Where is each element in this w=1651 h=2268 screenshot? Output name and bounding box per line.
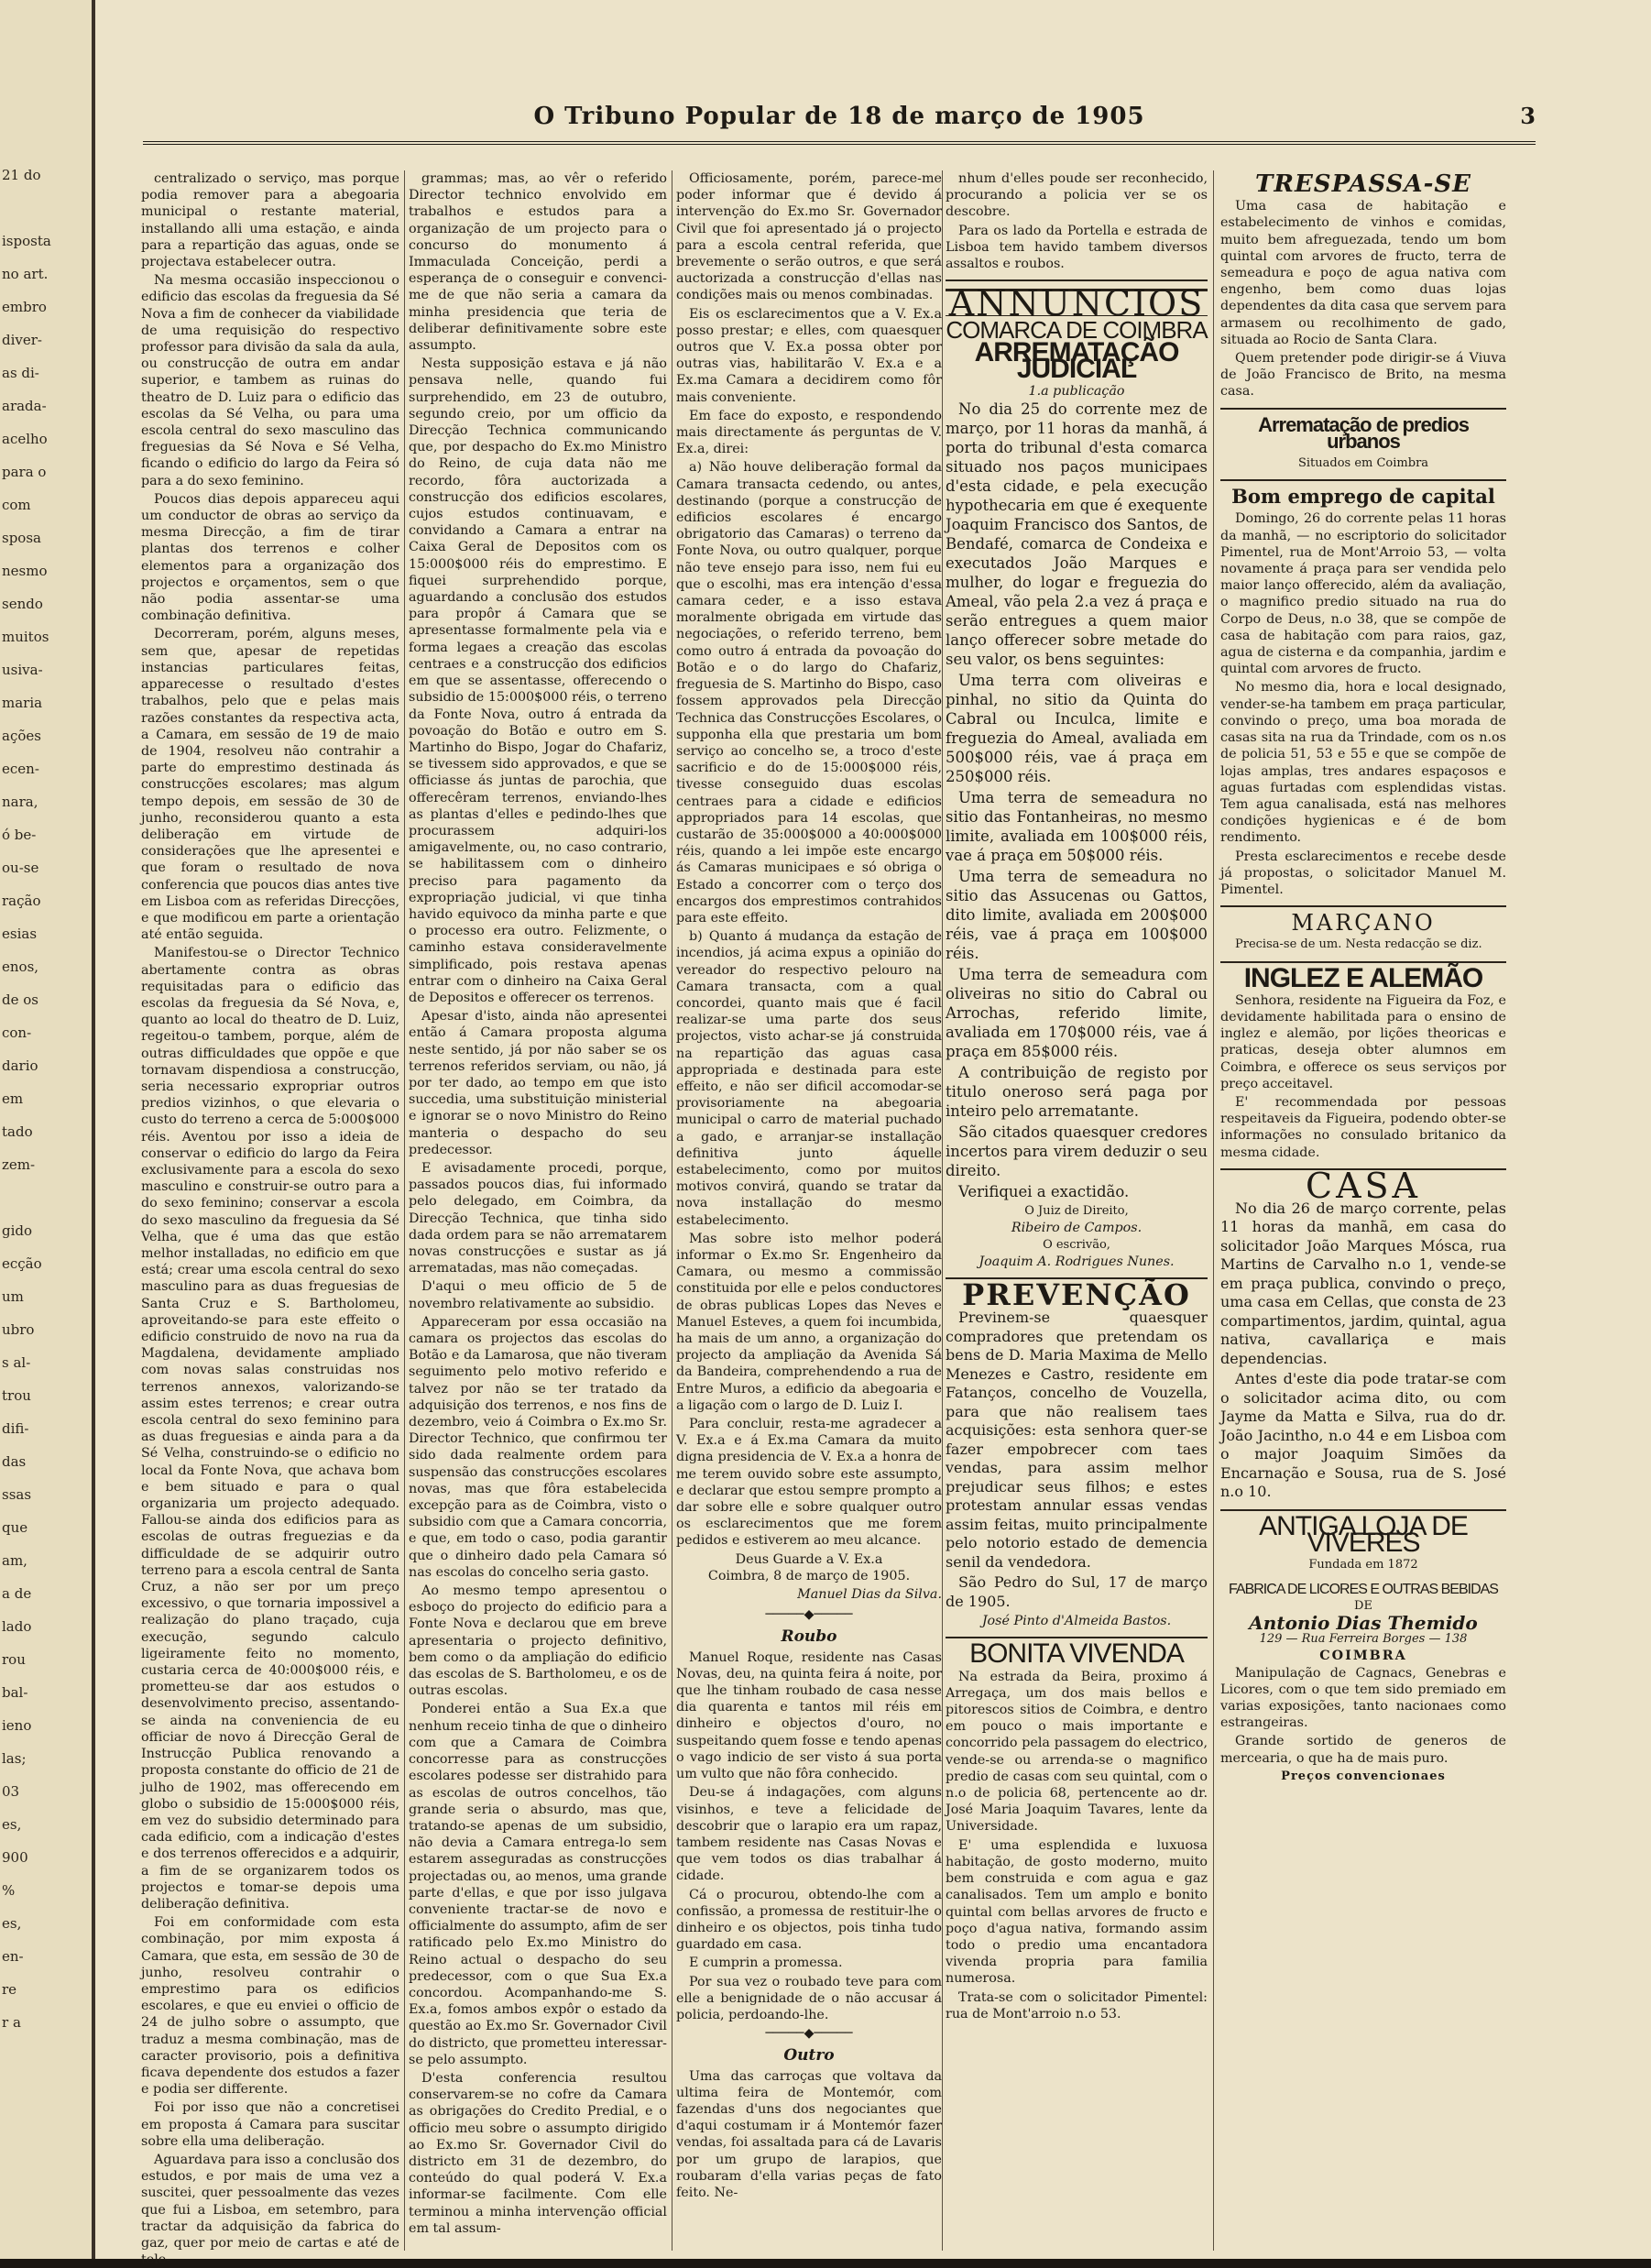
paragraph: Manuel Roque, residente nas Casas Novas, deu, na quinta feira á noite, por que lhe tinham roubado de casa nesse dia quarenta e tantos mil réis em dinheiro e objectos d'ouro, no suspeitando quem fosse e tendo apenas o vago indicio de ser visto á sua porta um vulto que não fôra conhecido. bbox=[676, 1649, 942, 1782]
juiz-name: Ribeiro de Campos. bbox=[1011, 1221, 1143, 1236]
newspaper-page bbox=[95, 0, 1651, 2268]
paragraph: grammas; mas, ao vêr o referido Director technico envolvido em trabalhos e estudos para a organização de um projecto para o concurso do monumento á Immaculada Conceição, perdi a esperança de o conseguir e convenci-me de que não seria a camara da minha presidencia que teria de deliberar definitivamente sobre este assumpto. bbox=[409, 171, 667, 354]
section-heading: Roubo bbox=[781, 1627, 837, 1647]
paragraph: Poucos dias depois appareceu aqui um conductor de obras ao serviço da mesma Direcção, a fim de tirar plantas dos terrenos e colher elementos para a organização dos projectos e orçamentos, sem o que não podia assentar-se uma combinação definitiva. bbox=[141, 491, 399, 624]
spine-fragment: esias bbox=[2, 926, 38, 942]
paragraph: Aguardava para isso a conclusão dos estudos, e por mais de uma vez a suscitei, quer pessoalmente das vezes que fui a Lisboa, em setembro, para tractar da adquisição da fabrica do gaz, quer por meio de cartas e até de tele- bbox=[141, 2152, 399, 2268]
column-divider bbox=[404, 170, 405, 2251]
predios-subheading: Situados em Coimbra bbox=[1297, 456, 1429, 471]
spine-fragment: que bbox=[2, 1519, 28, 1536]
predios-heading: Arrematação de predios urbanos bbox=[1258, 412, 1469, 453]
spine-fragment: nesmo bbox=[2, 563, 48, 579]
spine-fragment: ração bbox=[2, 893, 41, 909]
trespassa-heading: TRESPASSA-SE bbox=[1255, 170, 1471, 198]
spine-fragment: re bbox=[2, 1981, 17, 1998]
spine-fragment: usiva- bbox=[2, 662, 43, 678]
arrematacao-paragraph: Verifiquei a exactidão. bbox=[958, 1183, 1130, 1201]
city-label: COIMBRA bbox=[1319, 1649, 1407, 1664]
inglez-paragraph: Senhora, residente na Figueira da Foz, e devidamente habilitada para o ensino de inglez e alemão, por lições theoricas e praticas, deseja obter alumnos em Coimbra, e offerece os seus serviços por preço acceitavel. bbox=[1220, 992, 1506, 1091]
spine-fragment: ou-se bbox=[2, 860, 39, 876]
fundada-label: Fundada em 1872 bbox=[1308, 1558, 1418, 1572]
inglez-paragraph: E' recommendada por pessoas respeitaveis da Figueira, podendo obter-se informações no consulado britanico da mesma cidade. bbox=[1220, 1094, 1506, 1160]
spine-fragment: a de bbox=[2, 1585, 32, 1602]
prevencao-paragraph: São Pedro do Sul, 17 de março de 1905. bbox=[946, 1573, 1208, 1610]
paragraph: Por sua vez o roubado teve para com elle a benignidade de o não accusar á policia, perdoando-lhe. bbox=[676, 1974, 942, 2022]
arrematacao-heading: ARREMATAÇÃO JUDICIAL bbox=[974, 336, 1179, 384]
paragraph: Cá o procurou, obtendo-lhe com a confissão, a promessa de restituir-lhe o dinheiro e os objectos, pois tinha tudo guardado em casa. bbox=[676, 1887, 942, 1953]
spine-fragment: das bbox=[2, 1453, 27, 1470]
spine-fragment: no art. bbox=[2, 266, 49, 282]
casa-paragraph: Antes d'este dia pode tratar-se com o solicitador acima dito, ou com Jayme da Matta e Silva, rua do dr. João Jacintho, n.o 44 e em Lisboa com o major Joaquim Simões da Encarnação e Sousa, rua de S. José n.o 10. bbox=[1220, 1370, 1506, 1501]
ornament: ─────◆───── bbox=[765, 1607, 853, 1623]
section-heading: Outro bbox=[783, 2046, 835, 2065]
fabrica-label: FABRICA DE LICORES E OUTRAS BEBIDAS bbox=[1229, 1581, 1498, 1597]
spine-fragment: ssas bbox=[2, 1486, 32, 1503]
spine-fragment: 900 bbox=[2, 1849, 28, 1866]
spine-fragment: ó be- bbox=[2, 827, 37, 843]
spine-fragment: ubro bbox=[2, 1321, 35, 1338]
trespassa-paragraph: Uma casa de habitação e estabelecimento de vinhos e comidas, muito bem afreguezada, tendo um bom quintal com arvores de fructo, terra de semeadura e poço de agua nativa com engenho, bem como duas lojas dependentes da dita casa que servem para armasem ou recolhimento de gado, situada ao Rocio de Santa Clara. bbox=[1220, 199, 1506, 347]
page-number: 3 bbox=[1520, 103, 1536, 129]
rule bbox=[1220, 905, 1506, 907]
casa-heading: CASA bbox=[1306, 1165, 1421, 1206]
paragraph: Ao mesmo tempo apresentou o esboço do projecto do edificio para a Fonte Nova e declarou que em breve apresentaria o projecto definitivo, bem como o da ampliação do edificio das escolas de S. Bartholomeu, e os de outras escolas. bbox=[409, 1583, 667, 1699]
column-5 bbox=[1220, 170, 1506, 2251]
spine-fragment: lado bbox=[2, 1618, 32, 1635]
spine-fragment: isposta bbox=[2, 233, 51, 249]
emprego-paragraph: Domingo, 26 do corrente pelas 11 horas da manhã, — no escriptorio do solicitador Pimentel, rua de Mont'Arroio 53, — volta novamente á praça para ser vendida pelo maior lanço offerecido, além da avaliação, o magnifico predio situado na rua do Corpo de Deus, n.o 38, que se compõe de casa de habitação com para raios, gaz, agua de cisterna e da companhia, jardim e quintal com arvores de fructo. bbox=[1220, 511, 1506, 677]
page-header bbox=[143, 103, 1536, 139]
spine-fragment: ecen- bbox=[2, 761, 39, 777]
spine-fragment: muitos bbox=[2, 629, 49, 645]
emprego-paragraph: Presta esclarecimentos e recebe desde já propostas, o solicitador Manuel M. Pimentel. bbox=[1220, 849, 1506, 897]
spine-fragment: las; bbox=[2, 1750, 27, 1767]
spine-fragment: gido bbox=[2, 1222, 33, 1239]
paragraph: D'aqui o meu officio de 5 de novembro relativamente ao subsidio. bbox=[409, 1279, 667, 1311]
paragraph: Em face do exposto, e respondendo mais directamente ás perguntas de V. Ex.a, direi: bbox=[676, 408, 942, 457]
escrivao-name: Joaquim A. Rodrigues Nunes. bbox=[979, 1254, 1175, 1269]
closing-line: Coimbra, 8 de março de 1905. bbox=[707, 1568, 911, 1583]
column-divider bbox=[1213, 170, 1214, 2251]
prevencao-heading: PREVENÇÃO bbox=[962, 1277, 1191, 1313]
column-divider bbox=[942, 170, 943, 2251]
column-4 bbox=[946, 170, 1208, 2251]
ornament: ─────◆───── bbox=[765, 2026, 853, 2042]
spine-fragment: sposa bbox=[2, 530, 41, 546]
paragraph: Apesar d'isto, ainda não apresentei então á Camara proposta alguma neste sentido, já por não saber se os terrenos referidos serviam, ou não, já por ter dado, ao tempo em que isto succedia, uma substituição ministerial e ignorar se o novo Ministro do Reino manteria o despacho do seu predecessor. bbox=[409, 1009, 667, 1157]
spine-fragment: trou bbox=[2, 1387, 31, 1404]
spine-fragment: 21 do bbox=[2, 167, 41, 183]
emprego-heading: Bom emprego de capital bbox=[1231, 485, 1495, 509]
paragraph: Decorreram, porém, alguns meses, sem que, apesar de repetidas instancias particulares feitas, apparecesse o resultado d'estes trabalhos, pelo que e pelas mais razões constantes da respectiva acta, a Camara, em sessão de 19 de maio de 1904, resolveu não contrahir a parte do emprestimo destinada ás construcções escolares; mas algum tempo depois, em sessão de 30 de junho, reconsiderou quanto a esta deliberação em virtude de considerações que lhe apresentei e que foram o resultado de nova conferencia que poucos dias antes tive em Lisboa com as referidas Direcções, e que modificou em parte a orientação até então seguida. bbox=[141, 627, 399, 943]
paragraph: Uma das carroças que voltava da ultima feira de Montemór, com fazendas d'uns dos negociantes que d'aqui costumam ir á Montemór fazer vendas, foi assaltada para cá de Lavaris por um grupo de larapios, que roubaram d'ella varias peças de fato feito. Ne- bbox=[676, 2068, 942, 2200]
previous-page-edge bbox=[0, 0, 95, 2259]
marcano-heading: MARÇANO bbox=[1291, 910, 1436, 937]
bonita-paragraph: Trata-se com o solicitador Pimentel: rua de Mont'arroio n.o 53. bbox=[946, 1989, 1208, 2021]
paragraph: Officiosamente, porém, parece-me poder informar que é devido á intervenção do Ex.mo Sr. Governador Civil que foi apresentado já o projecto para a escola central referida, que brevemente o serão outros, e que será auctorizada a construcção d'ellas nas condições mais ou menos combinadas. bbox=[676, 171, 942, 303]
spine-fragment: dario bbox=[2, 1057, 38, 1074]
marcano-text: Precisa-se de um. Nesta redacção se diz. bbox=[1235, 937, 1482, 952]
column-3 bbox=[676, 170, 942, 2251]
rule bbox=[1220, 479, 1506, 481]
trespassa-paragraph: Quem pretender pode dirigir-se á Viuva de João Francisco de Brito, na mesma casa. bbox=[1220, 351, 1506, 400]
arrematacao-paragraph: Uma terra de semeadura com oliveiras no sitio do Cabral ou Arrochas, referido limite, avaliada em 170$000 réis, vae á praça em 85$000 réis. bbox=[946, 966, 1208, 1061]
prevencao-paragraph: Previnem-se quaesquer compradores que pretendam os bens de D. Maria Maxima de Mello Menezes e Castro, residente em Fatanços, concelho de Vouzella, para que não realisem taes acquisições: esta senhora quer-se fazer empobrecer com taes vendas, para assim melhor prejudicar seus filhos; e estes protestam annular essas vendas assim feitas, muito principalmente pelo notorio estado de demencia senil da vendedora. bbox=[946, 1309, 1208, 1571]
spine-fragment: bal- bbox=[2, 1684, 28, 1701]
spine-fragment: ieno bbox=[2, 1717, 32, 1734]
emprego-paragraph: No mesmo dia, hora e local designado, vender-se-ha tambem em praça particular, convindo o preço, uma boa morada de casas sita na rua da Trindade, com os n.os de policia 51, 53 e 55 e que se compõe de lojas amplas, tres andares espaçosos e aguas furtadas com esplendidas vistas. Tem agua canalisada, está nas melhores condições hygienicas e é de bom rendimento. bbox=[1220, 680, 1506, 846]
spine-fragment: de os bbox=[2, 992, 38, 1008]
paragraph: centralizado o serviço, mas porque podia remover para a abegoaria municipal o restante material, installando alli uma estação, e ainda para a repartição das aguas, onde se projectava estabelecer outra. bbox=[141, 171, 399, 270]
antiga-paragraph: Manipulação de Cagnacs, Genebras e Licores, com o que tem sido premiado em varias exposições, tanto nacionaes como estrangeiras. bbox=[1220, 1665, 1506, 1731]
paragraph: a) Não houve deliberação formal da Camara transacta cedendo, ou antes, destinando (porque a construcção de edificios escolares é encargo obrigatorio das Camaras) o terreno da Fonte Nova, ou outro qualquer, porque não teve ensejo para isso, nem fui eu que o escolhi, mas era intenção d'essa camara ceder, e a isso estava moralmente obrigada em virtude das negociações, o referido terreno, bem como outro á entrada da povoação do Botão e o do largo do Chafariz, freguesia de S. Martinho do Bispo, caso fossem approvados pela Direcção Technica das Construcções Escolares, o supponha ella que prestaria um bom serviço ao concelho se, a troco d'este sacrificio e do de 15:000$000 réis, tivesse conseguido duas escolas centraes para a cidade e edificios appropriados para 14 escolas, que custarão de 35:000$000 a 40:000$000 réis, quando a lei impõe este encargo ás Camaras municipaes e só obriga o Estado a concorrer com o terço dos encargos dos emprestimos contrahidos para este effeito. bbox=[676, 460, 942, 926]
shop-address: 129 — Rua Ferreira Borges — 138 bbox=[1259, 1632, 1468, 1647]
rule bbox=[1220, 408, 1506, 410]
spine-fragment: um bbox=[2, 1288, 24, 1305]
paragraph: nhum d'elles poude ser reconhecido, procurando a policia ver se os descobre. bbox=[946, 171, 1208, 220]
escrivao-label: O escrivão, bbox=[1043, 1237, 1110, 1252]
arrematacao-paragraph: A contribuição de registo por titulo oneroso será paga por inteiro pelo arrematante. bbox=[946, 1064, 1208, 1121]
spine-fragment: em bbox=[2, 1090, 24, 1107]
spine-fragment: ecção bbox=[2, 1255, 42, 1272]
spine-fragment: 03 bbox=[2, 1783, 20, 1800]
paragraph: E cumprin a promessa. bbox=[689, 1956, 843, 1971]
spine-fragment: sendo bbox=[2, 596, 43, 612]
paragraph: Deu-se á indagações, com alguns visinhos, e teve a felicidade de descobrir que o larapio era um rapaz, tambem residente nas Casas Novas e que vem todos os dias trabalhar á cidade. bbox=[676, 1785, 942, 1884]
inglez-heading: INGLEZ E ALEMÃO bbox=[1243, 962, 1483, 993]
spine-fragment: difi- bbox=[2, 1420, 29, 1437]
antiga-loja-heading: ANTIGA LOJA DE VIVERES bbox=[1259, 1510, 1468, 1559]
juiz-label: O Juiz de Direito, bbox=[1024, 1204, 1129, 1219]
de-label: DE bbox=[1354, 1598, 1372, 1613]
paragraph: Appareceram por essa occasião na camara os projectos das escolas do Botão e da Lamarosa, que não tiveram seguimento pelo motivo referido e talvez por não se ter tratado da adquisição dos terrenos, e nos fins de dezembro, veio á Coimbra o Ex.mo Sr. Director Technico, que confirmou ter sido dada realmente ordem para suspensão das construcções escolares novas, mas que fôra estabelecida excepção para as de Coimbra, visto o subsidio com que a Camara concorria, e que, em todo o caso, podia garantir que o dinheiro dado pela Camara só nas escolas do concelho seria gasto. bbox=[409, 1314, 667, 1580]
column-1 bbox=[141, 170, 399, 2268]
spine-fragment: nara, bbox=[2, 794, 38, 810]
paragraph: E avisadamente procedi, porque, passados poucos dias, fui informado pelo delegado, em Coimbra, da Direcção Technica, que tinha sido dada ordem para se não arrematarem novas construcções e sustar as já arrematadas, mas não começadas. bbox=[409, 1160, 667, 1276]
precos-label: Preços convencionaes bbox=[1281, 1769, 1446, 1783]
spine-fragment: con- bbox=[2, 1024, 32, 1041]
paragraph: Eis os esclarecimentos que a V. Ex.a posso prestar; e elles, com quaesquer outros que V. Ex.a possa obter por outras vias, habilitarão V. Ex.a e a Ex.ma Camara a decidirem como fôr mais conveniente. bbox=[676, 306, 942, 405]
paragraph: Foi por isso que não a concretisei em proposta á Camara para suscitar sobre ella uma deliberação. bbox=[141, 2100, 399, 2149]
annuncios-heading: ANNUNCIOS bbox=[946, 289, 1208, 316]
newspaper-title: O Tribuno Popular de 18 de março de 1905 bbox=[533, 103, 1145, 130]
spine-fragment: para o bbox=[2, 464, 47, 480]
arrematacao-paragraph: São citados quaesquer credores incertos para virem deduzir o seu direito. bbox=[946, 1123, 1208, 1180]
spine-fragment: es, bbox=[2, 1816, 22, 1833]
arrematacao-paragraph: Uma terra de semeadura no sitio das Assucenas ou Gattos, dito limite, avaliada em 200$000 réis, vae á praça em 100$000 réis. bbox=[946, 868, 1208, 963]
casa-paragraph: No dia 26 de março corrente, pelas 11 horas da manhã, em casa do solicitador João Marques Mósca, rua Martins de Carvalho n.o 1, vende-se em praça publica, convindo o preço, uma casa em Cellas, que consta de 23 compartimentos, jardim, quintal, agua nativa, cavallariça e mais dependencias. bbox=[1220, 1199, 1506, 1367]
spine-fragment: % bbox=[2, 1882, 16, 1899]
paragraph: Ponderei então a Sua Ex.a que nenhum receio tinha de que o dinheiro com que a Camara de Coimbra concorresse para as construcções escolares podesse ser distrahido para as escolas de outros concelhos, tão grande seria o absurdo, mas que, tratando-se apenas de um subsidio, não devia a Camara entrega-lo sem estarem asseguradas as construcções projectadas ou, ao menos, uma grande parte d'ellas, e que por isso julgava conveniente tractar-se de novo e officialmente do assumpto, afim de ser ratificado pelo Ex.mo Ministro do Reino actual o despacho do seu predecessor, com o que Sua Ex.a concordou. Acompanhando-me S. Ex.a, fomos ambos expôr o estado da questão ao Ex.mo Sr. Governador Civil do districto, que prometteu interessar-se pelo assumpto. bbox=[409, 1702, 667, 2067]
arrematacao-paragraph: Uma terra com oliveiras e pinhal, no sitio da Quinta do Cabral ou Inculca, limite e freguezia do Ameal, avaliada em 500$000 réis, vae á praça em 250$000 réis. bbox=[946, 672, 1208, 786]
spine-fragment: arada- bbox=[2, 398, 47, 414]
spine-fragment: am, bbox=[2, 1552, 27, 1569]
paragraph: Na mesma occasião inspeccionou o edificio das escolas da freguesia da Sé Nova a fim de conhecer da viabilidade de uma requisição do respectivo professor para divisão da sala da aula, ou construcção de outra em andar superior, e tambem as ruinas do theatro de D. Luiz para o edificio das escolas da Sé Velha, ou para uma escola central do sexo masculino das freguesias da Sé Nova e Sé Velha, ficando o edificio do largo da Feira só para a do sexo feminino. bbox=[141, 273, 399, 488]
spine-fragment: r a bbox=[2, 2014, 21, 2031]
spine-fragment: es, bbox=[2, 1915, 22, 1932]
spine-fragment: ações bbox=[2, 728, 41, 744]
arrematacao-paragraph: No dia 25 do corrente mez de março, por 11 horas da manhã, á porta do tribunal d'esta comarca situado nos paços municipaes d'esta cidade, e pela execução hypothecaria em que é exequente Joaquim Francisco dos Santos, de Bendafé, comarca de Condeixa e executados João Marques e mulher, do logar e freguezia do Ameal, vão pela 2.a vez á praça e serão entregues a quem maior lanço offerecer sobre metade do seu valor, os bens seguintes: bbox=[946, 400, 1208, 669]
paragraph: Foi em conformidade com esta combinação, por mim exposta á Camara, que esta, em sessão de 30 de junho, resolveu contrahir o emprestimo para os edificios escolares, e que eu enviei o officio de 24 de julho sobre o assumpto, que traduz a mesma combinação, mas de caracter provisorio, pois a definitiva ficava dependente dos estudos a fazer e podia ser differente. bbox=[141, 1915, 399, 2098]
paragraph: Nesta supposição estava e já não pensava nelle, quando fui surprehendido, em 23 de outubro, segundo creio, por um officio da Direcção Technica communicando que, por despacho do Ex.mo Ministro do Reino, de cuja data não me recordo, fôra auctorizada a construcção dos edificios escolares, cujos estudos continuavam, e convidando a Camara a entrar na Caixa Geral de Depositos com os 15:000$000 réis do emprestimo. E fiquei surprehendido porque, aguardando a conclusão dos estudos para propôr á Camara que se apresentasse formalmente pela via e forma legaes a creação das escolas centraes e a construcção dos edificios em que se assentasse, offerecendo o subsidio de 15:000$000 réis, o terreno da Fonte Nova, outro á entrada da povoação do Botão e outro em S. Martinho do Bispo, Jogar do Chafariz, se tivessem sido approvados, e que se officiasse ás juntas de parochia, que offerecêram terrenos, enviando-lhes as plantas d'elles e pedindo-lhes que procurassem adquiri-los amigavelmente, ou, no caso contrario, se habilitassem com o dinheiro preciso para pagamento da expropriação judicial, vi que tinha havido equivoco da minha parte e que o processo era outro. Felizmente, o caminho estava consideravelmente simplificado, pois restava apenas entrar com o dinheiro na Caixa Geral de Depositos e offerecer os terrenos. bbox=[409, 356, 667, 1005]
spine-fragment: s al- bbox=[2, 1354, 31, 1371]
paragraph: Manifestou-se o Director Technico abertamente contra as obras requisitadas para o edificio das escolas da freguesia da Sé Nova, e, quanto ao local do theatro de D. Luiz, regeitou-o tambem, porque, além de outras difficuldades que oppõe e que tornavam dispendiosa a construcção, seria necessario expropriar outros predios vizinhos, o que elevaria o custo do terreno a cerca de 5:000$000 réis. Aventou por isso a ideia de conservar o edificio do largo da Feira exclusivamente para a escola do sexo masculino e construir-se outro para a do sexo feminino; conservar a escola do sexo masculino da freguesia da Sé Velha, que é uma das que estão melhor installadas, no edificio em que está; crear uma escola central do sexo masculino para as duas freguesias de Santa Cruz e S. Bartholomeu, aproveitando-se para este effeito o edificio construido de novo na rua da Magdalena, devidamente ampliado com novas salas construidas nos terrenos annexos, valorizando-se assim estes terrenos; e crear outra escola central do sexo feminino para as duas freguesias e ainda para a da Sé Velha, construindo-se o edificio no local da Fonte Nova, que achava bom e bem situado e para o qual organizaria um projecto adequado. Fallou-se ainda dos edificios para as escolas de outras freguezias e da difficuldade de se adquirir outro terreno para a escola central de Santa Cruz, a não ser por um preço excessivo, o que tornaria impossivel a realização do plano traçado, cuja execução, segundo calculo ligeiramente feito no momento, custaria cerca de 40:000$000 réis, e prometteu-se dar aos estudos o desenvolvimento preciso, assentando-se ainda na conveniencia de eu officiar de novo á Direcção Geral de Instrucção Publica renovando a proposta constante do officio de 21 de julho de 1902, mas offerecendo em globo o subsidio de 15:000$000 réis, em vez do subsidio determinado para cada edificio, com a indicação d'estes e dos terrenos offerecidos e a adquirir, a fim de se organizarem todos os projectos e tomar-se depois uma deliberação definitiva. bbox=[141, 946, 399, 1912]
signature: Manuel Dias da Silva. bbox=[797, 1587, 942, 1603]
spine-fragment: zem- bbox=[2, 1156, 36, 1173]
spine-fragment: as di- bbox=[2, 365, 39, 381]
arrematacao-paragraph: Uma terra de semeadura no sitio das Fontanheiras, no mesmo limite, avaliada em 100$000 réis, vae á praça em 50$000 réis. bbox=[946, 789, 1208, 865]
spine-fragment: diver- bbox=[2, 332, 42, 348]
spine-fragment: com bbox=[2, 497, 31, 513]
spine-fragment: en- bbox=[2, 1948, 24, 1965]
rule bbox=[946, 279, 1208, 281]
comarca-heading: COMARCA DE COIMBRA bbox=[946, 316, 1208, 345]
paragraph: b) Quanto á mudança da estação de incendios, já acima expus a opinião do vereador do respectivo pelouro na Camara transacta, com a qual concordei, quanto mais que é facil realizar-se uma parte dos seus projectos, visto achar-se já construida na repartição das aguas casa appropriada e destinada para este effeito, e não ser dificil accomodar-se provisoriamente na abegoaria municipal o carro de material puchado a gado, e arranjar-se installação definitiva junto áquelle estabelecimento, como por muitos motivos convirá, quando se tratar da nova installação do mesmo estabelecimento. bbox=[676, 929, 942, 1228]
spine-fragment: embro bbox=[2, 299, 47, 315]
spine-fragment: acelho bbox=[2, 431, 48, 447]
paragraph: Para os lado da Portella e estrada de Lisboa tem havido tambem diversos assaltos e roubos. bbox=[946, 223, 1208, 272]
spine-fragment: enos, bbox=[2, 959, 39, 975]
header-rule bbox=[143, 141, 1536, 145]
spine-fragment: tado bbox=[2, 1123, 33, 1140]
paragraph: D'esta conferencia resultou conservarem-se no cofre da Camara as obrigações do Credito Predial, e o officio meu sobre o assumpto dirigido ao Ex.mo Sr. Governador Civil do districto em 31 de dezembro, do conteúdo do qual poderá V. Ex.a informar-se facilmente. Com elle terminou a minha intervenção official em tal assum- bbox=[409, 2070, 667, 2236]
closing-line: Deus Guarde a V. Ex.a bbox=[735, 1551, 883, 1567]
antiga-paragraph: Grande sortido de generos de mercearia, o que ha de mais puro. bbox=[1220, 1734, 1506, 1766]
publicacao-label: 1.a publicação bbox=[1028, 384, 1125, 400]
spine-fragment: rou bbox=[2, 1651, 26, 1668]
bonita-vivenda-heading: BONITA VIVENDA bbox=[969, 1638, 1184, 1670]
prevencao-signature: José Pinto d'Almeida Bastos. bbox=[981, 1614, 1172, 1629]
owner-name: Antonio Dias Themido bbox=[1249, 1611, 1478, 1634]
paragraph: Mas sobre isto melhor poderá informar o Ex.mo Sr. Engenheiro da Camara, ou mesmo a commissão constituida por elle e pelos conductores de obras publicas Lopes das Neves e Manuel Esteves, a quem foi incumbida, ha mais de um anno, a organização do projecto da ampliação da Avenida Sá da Bandeira, comprehendendo a rua de Entre Muros, a edificio da abegoaria e a ligação com o largo de D. Luiz I. bbox=[676, 1231, 942, 1413]
column-2 bbox=[409, 170, 667, 2251]
spine-fragment: maria bbox=[2, 695, 43, 711]
bonita-paragraph: E' uma esplendida e luxuosa habitação, de gosto moderno, muito bem construida e com agua e gaz canalisados. Tem um amplo e bonito quintal com bellas arvores de fructo e poço d'agua nativa, formando assim todo o predio uma encantadora vivenda propria para familia numerosa. bbox=[946, 1837, 1208, 1987]
bonita-paragraph: Na estrada da Beira, proximo á Arregaça, um dos mais bellos e pitorescos sitios de Coimbra, e dentro em pouco o mais importante e concorrido pela passagem do electrico, vende-se ou arrenda-se o magnifico predio de casas com seu quintal, com o n.o de policia 68, pertencente ao dr. José Maria Joaquim Tavares, lente da Universidade. bbox=[946, 1669, 1208, 1835]
paragraph: Para concluir, resta-me agradecer a V. Ex.a e á Ex.ma Camara da muito digna presidencia de V. Ex.a a honra de me terem ouvido sobre este assumpto, e declarar que estou sempre prompto a dar sobre elle e sobre qualquer outro os esclarecimentos que me forem pedidos e estiverem ao meu alcance. bbox=[676, 1417, 942, 1549]
